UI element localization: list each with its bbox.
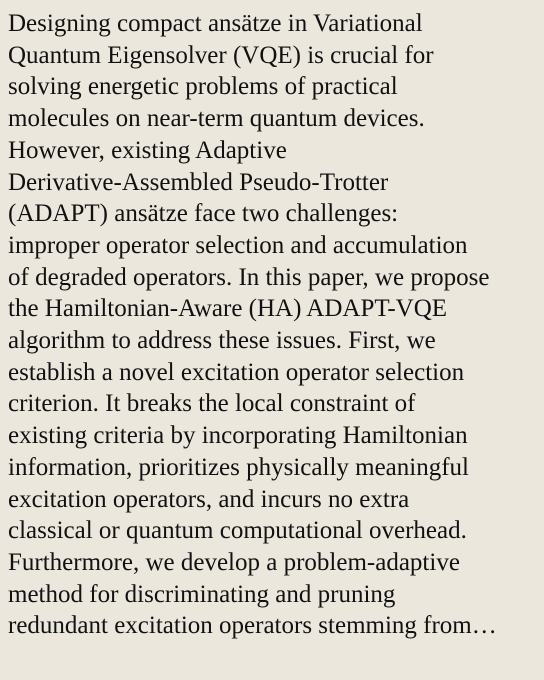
abstract-line: algorithm to address these issues. First, we	[8, 327, 436, 355]
abstract-text	[8, 8, 544, 642]
abstract-line: the Hamiltonian-Aware (HA) ADAPT-VQE	[8, 295, 448, 323]
abstract-line: Designing compact ansätze in Variational	[8, 10, 423, 37]
abstract-line: Derivative-Assembled Pseudo-Trotter	[8, 168, 389, 196]
abstract-line: establish a novel excitation operator selection	[8, 358, 465, 386]
abstract-line: classical or quantum computational overhead.	[8, 517, 467, 545]
abstract-line: solving energetic problems of practical	[8, 73, 398, 101]
abstract-line: criterion. It breaks the local constraint of	[8, 390, 416, 418]
abstract-line: Furthermore, we develop a problem-adaptive	[8, 548, 460, 576]
abstract-line: redundant excitation operators stemming from…	[8, 612, 497, 640]
abstract-line: method for discriminating and pruning	[8, 580, 396, 608]
abstract-line: Quantum Eigensolver (VQE) is crucial for	[8, 41, 434, 69]
abstract-line: existing criteria by incorporating Hamiltonian	[8, 422, 468, 450]
abstract-line: improper operator selection and accumulation	[8, 231, 468, 259]
abstract-line: However, existing Adaptive	[8, 136, 287, 164]
abstract-line: of degraded operators. In this paper, we propose	[8, 263, 490, 291]
abstract-line: molecules on near-term quantum devices.	[8, 105, 425, 133]
abstract-line: excitation operators, and incurs no extra	[8, 485, 410, 513]
abstract-line: information, prioritizes physically meaningful	[8, 453, 469, 481]
abstract-line: (ADAPT) ansätze face two challenges:	[8, 200, 399, 228]
